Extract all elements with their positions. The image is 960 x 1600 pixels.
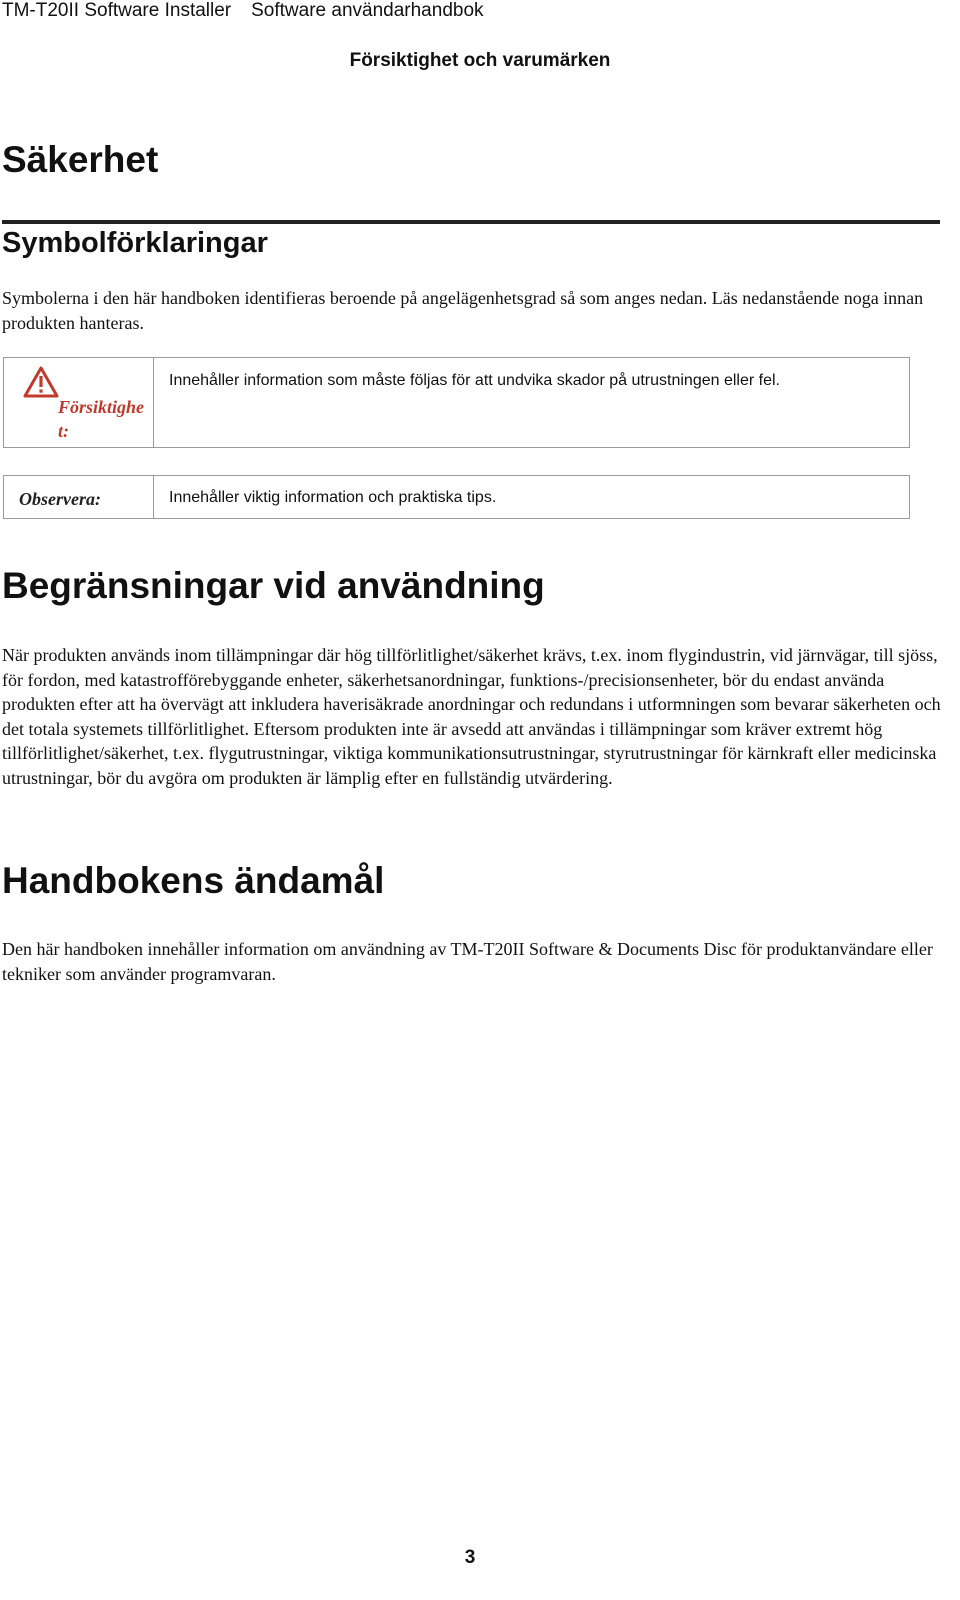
- header-product-name: TM-T20II Software Installer: [2, 0, 232, 21]
- warning-triangle-icon: [22, 365, 60, 399]
- running-header: [2, 0, 484, 22]
- note-text: Innehåller viktig information och praktiska tips.: [169, 489, 497, 506]
- symbols-heading: Symbolförklaringar: [2, 227, 268, 259]
- restrictions-heading: Begränsningar vid användning: [2, 565, 545, 606]
- note-notice: [3, 475, 910, 519]
- purpose-text: Den här handboken innehåller information om användning av TM-T20II Software & Documents Disc för produktanvändare eller tekniker som använder programvaran.: [2, 939, 933, 984]
- header-manual-name: Software användarhandbok: [251, 0, 484, 21]
- caution-notice: [3, 357, 910, 448]
- restrictions-text: När produkten används inom tillämpningar där hög tillförlitlighet/säkerhet krävs, t.ex. inom flygindustrin, vid järnvägar, till sjöss, för fordon, med katastrofförebyggande enheter, säkerhetsanordningar, funktions-/precisionsenheter, bör du endast använda produkten efter att ha övervägt att inkludera haverisäkrade anordningar och redundans i utformningen som bevarar säkerheten och det totala systemets tillförlitlighet. Eftersom produkten inte är avsedd att användas i tillämpningar som kräver extremt hög tillförlitlighet/säkerhet, t.ex. flygutrustningar, viktiga kommunikationsutrustningar, styrutrustningar för kärnkraft eller medicinska utrustningar, bör du avgöra om produkten är lämplig efter en fullständig utvärdering.: [2, 645, 941, 788]
- note-label-cell: [4, 476, 154, 518]
- caution-label: Försiktighet:: [58, 397, 145, 441]
- caution-label-cell: [4, 358, 154, 447]
- purpose-heading: Handbokens ändamål: [2, 860, 385, 901]
- page-number: 3: [464, 1547, 476, 1568]
- note-label: Observera:: [19, 489, 101, 509]
- heading-rule: [2, 220, 940, 224]
- section-header: Försiktighet och varumärken: [349, 50, 611, 71]
- symbols-intro: Symbolerna i den här handboken identifieras beroende på angelägenhetsgrad så som anges nedan. Läs nedanstående noga innan produkten hanteras.: [2, 288, 924, 333]
- caution-text: Innehåller information som måste följas för att undvika skador på utrustningen eller fel.: [169, 372, 780, 389]
- page-title: Säkerhet: [2, 139, 159, 180]
